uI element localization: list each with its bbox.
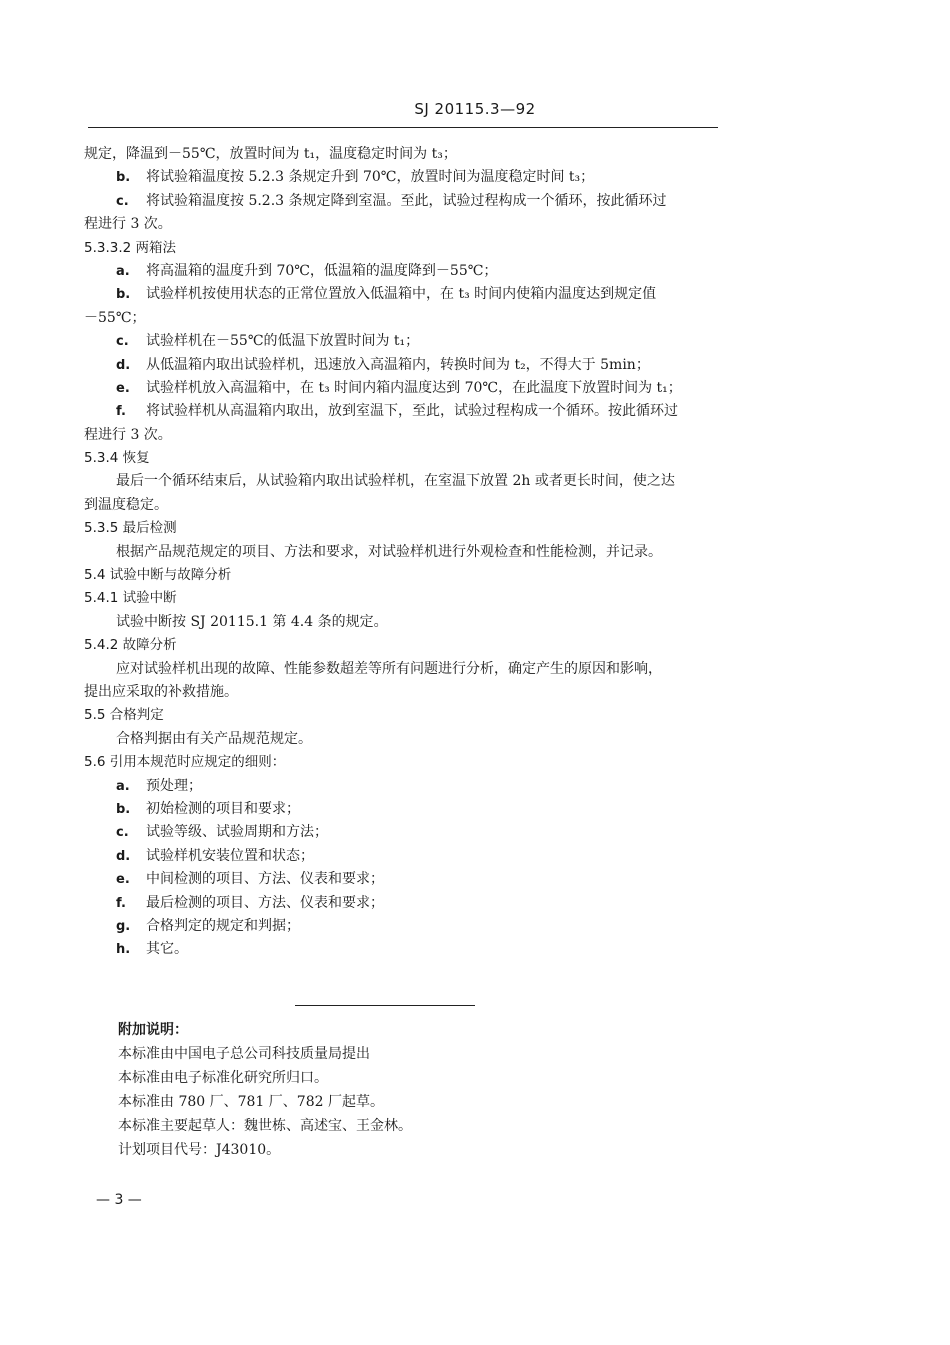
list-label: f. <box>116 895 126 911</box>
list-label: e. <box>116 380 130 396</box>
list-label: d. <box>116 848 131 864</box>
page-header-code: SJ 20115.3—92 <box>414 100 536 118</box>
list-label: c. <box>116 193 129 209</box>
section-heading: 5.4 试验中断与故障分析 <box>84 567 232 584</box>
header-rule <box>88 127 718 128</box>
list-item: c. 将试验箱温度按 5.2.3 条规定降到室温。至此，试验过程构成一个循环，按此循环过 <box>84 190 720 213</box>
section-heading: 5.6 引用本规范时应规定的细则： <box>84 754 286 771</box>
list-item: h. 其它。 <box>84 938 720 961</box>
section-heading: 5.3.3.2 两箱法 <box>84 239 177 256</box>
list-label: a. <box>116 778 130 794</box>
section-divider <box>295 1005 475 1006</box>
section-heading: 5.3.5 最后检测 <box>84 520 177 537</box>
list-label: d. <box>116 357 131 373</box>
list-item: b. 试验样机按使用状态的正常位置放入低温箱中，在 t₃ 时间内使箱内温度达到规定值 <box>84 283 720 306</box>
additional-notes <box>118 1018 412 1162</box>
list-item: e. 中间检测的项目、方法、仪表和要求； <box>84 868 720 891</box>
list-label: e. <box>116 872 130 888</box>
text-line: 规定，降温到－55℃，放置时间为 t₁，温度稳定时间为 t₃； <box>84 146 457 162</box>
text-line: 程进行 3 次。 <box>84 216 172 233</box>
notes-title: 附加说明： <box>118 1022 188 1038</box>
list-item: d. 从低温箱内取出试验样机，迅速放入高温箱内，转换时间为 t₂，不得大于 5min； <box>84 354 720 377</box>
list-item: a. 将高温箱的温度升到 70℃，低温箱的温度降到－55℃； <box>84 260 720 283</box>
list-label: c. <box>116 334 129 350</box>
section-heading: 5.4.1 试验中断 <box>84 590 177 607</box>
list-item: c. 试验样机在－55℃的低温下放置时间为 t₁； <box>84 330 720 353</box>
text-line: 程进行 3 次。 <box>84 426 172 443</box>
text-line: 提出应采取的补救措施。 <box>84 683 238 700</box>
note-line: 本标准由电子标准化研究所归口。 <box>118 1070 328 1086</box>
list-item: f. 最后检测的项目、方法、仪表和要求； <box>84 892 720 915</box>
paragraph-line: 应对试验样机出现的故障、性能参数超差等所有问题进行分析，确定产生的原因和影响， <box>116 660 662 677</box>
list-label: h. <box>116 942 131 958</box>
list-label: g. <box>116 918 131 934</box>
section-heading: 5.3.4 恢复 <box>84 450 150 467</box>
note-line: 本标准由中国电子总公司科技质量局提出 <box>118 1046 370 1062</box>
document-body <box>84 143 720 962</box>
paragraph-line: 根据产品规范规定的项目、方法和要求，对试验样机进行外观检查和性能检测，并记录。 <box>116 543 662 560</box>
paragraph-line: 最后一个循环结束后，从试验箱内取出试验样机，在室温下放置 2h 或者更长时间，使之达 <box>116 473 675 490</box>
page-number: — 3 — <box>96 1192 142 1208</box>
list-label: b. <box>116 170 131 186</box>
list-item: g. 合格判定的规定和判据； <box>84 915 720 938</box>
list-label: b. <box>116 801 131 817</box>
text-line: 到温度稳定。 <box>84 496 168 513</box>
list-label: a. <box>116 263 130 279</box>
list-item: b. 将试验箱温度按 5.2.3 条规定升到 70℃，放置时间为温度稳定时间 t₃； <box>84 166 720 189</box>
list-label: b. <box>116 287 131 303</box>
text-line: －55℃； <box>84 309 146 326</box>
list-item: d. 试验样机安装位置和状态； <box>84 845 720 868</box>
paragraph-line: 合格判据由有关产品规范规定。 <box>116 730 312 747</box>
note-line: 计划项目代号：J43010。 <box>118 1142 281 1158</box>
list-item: f. 将试验样机从高温箱内取出，放到室温下，至此，试验过程构成一个循环。按此循环过 <box>84 400 720 423</box>
paragraph-line: 试验中断按 SJ 20115.1 第 4.4 条的规定。 <box>116 613 388 630</box>
section-heading: 5.4.2 故障分析 <box>84 637 177 654</box>
list-item: b. 初始检测的项目和要求； <box>84 798 720 821</box>
section-heading: 5.5 合格判定 <box>84 707 164 724</box>
list-label: f. <box>116 404 126 420</box>
list-label: c. <box>116 825 129 841</box>
list-item: a. 预处理； <box>84 775 720 798</box>
note-line: 本标准主要起草人：魏世栋、高述宝、王金林。 <box>118 1118 412 1134</box>
list-item: e. 试验样机放入高温箱中，在 t₃ 时间内箱内温度达到 70℃，在此温度下放置时间为 t₁； <box>84 377 720 400</box>
note-line: 本标准由 780 厂、781 厂、782 厂起草。 <box>118 1094 384 1110</box>
list-item: c. 试验等级、试验周期和方法； <box>84 821 720 844</box>
